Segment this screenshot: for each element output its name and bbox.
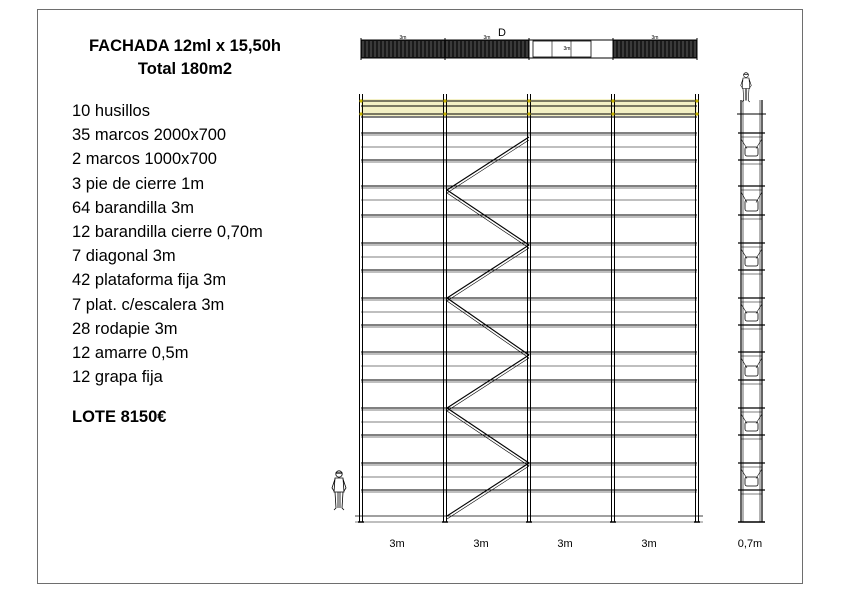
side-ladder-hatch — [745, 200, 758, 211]
dimension-labels — [389, 538, 762, 550]
list-item: 2 marcos 1000x700 — [72, 150, 217, 169]
page-subtitle: Total 180m2 — [137, 60, 233, 78]
bay-dimension-3: 3m — [557, 538, 573, 550]
diagonal-brace — [447, 140, 529, 193]
diagonal-brace — [447, 245, 529, 298]
worker-figure-icon — [741, 73, 752, 102]
side-brace — [741, 469, 747, 479]
worker-head — [336, 471, 342, 477]
post-cap — [443, 99, 446, 102]
worker-legs — [742, 89, 750, 103]
worker-torso — [742, 78, 750, 89]
list-item: 12 amarre 0,5m — [72, 344, 189, 363]
diagonal-brace — [447, 193, 529, 248]
worker-figure-icon — [332, 471, 346, 510]
post-cap — [611, 112, 614, 115]
list-item: 7 diagonal 3m — [72, 247, 176, 266]
list-item: 12 grapa fija — [72, 368, 163, 387]
post-cap — [527, 112, 530, 115]
lot-price: LOTE 8150€ — [72, 408, 167, 426]
post-cap — [359, 99, 362, 102]
side-brace — [741, 139, 747, 149]
side-brace — [741, 358, 747, 368]
diagonal-brace — [447, 355, 529, 408]
list-item: 28 rodapie 3m — [72, 319, 178, 338]
list-item: 3 pie de cierre 1m — [72, 174, 205, 193]
diagonal-brace — [447, 466, 529, 519]
worker-figures — [332, 73, 751, 510]
side-brace — [741, 414, 747, 424]
worker-head — [744, 73, 749, 78]
side-brace — [756, 249, 762, 259]
worker-torso — [334, 478, 344, 492]
side-brace — [756, 139, 762, 149]
side-width-dimension: 0,7m — [737, 538, 763, 550]
plan-bay-mark: 3m — [483, 35, 491, 41]
page-title: FACHADA 12ml x 15,50h — [89, 37, 281, 55]
post-cap — [695, 99, 698, 102]
side-brace — [756, 304, 762, 314]
diagonal-brace — [447, 137, 529, 190]
diagonal-brace — [447, 190, 529, 245]
post-cap — [695, 112, 698, 115]
side-brace — [756, 192, 762, 203]
bay-dimension-1: 3m — [389, 538, 405, 550]
post-cap — [443, 112, 446, 115]
bay-dimension-2: 3m — [473, 538, 489, 550]
list-item: 35 marcos 2000x700 — [72, 126, 227, 145]
plan-bay-mark: 3m — [563, 46, 571, 52]
side-brace — [741, 249, 747, 259]
list-item: 10 husillos — [72, 102, 150, 120]
bay-dimension-4: 3m — [641, 538, 657, 550]
scaffold-front-elevation — [355, 94, 703, 522]
list-item: 64 barandilla 3m — [72, 198, 194, 217]
diagonal-brace — [447, 248, 529, 301]
side-brace — [756, 358, 762, 368]
plan-bay-mark: 3m — [651, 35, 659, 41]
scaffold-plan-view — [361, 38, 697, 60]
diagonal-brace — [447, 298, 529, 355]
list-item: 7 plat. c/escalera 3m — [72, 295, 225, 314]
side-brace — [756, 414, 762, 424]
list-item: 42 plataforma fija 3m — [72, 271, 227, 290]
scaffold-side-elevation — [737, 100, 766, 522]
side-brace — [741, 304, 747, 314]
diagonal-brace — [447, 301, 529, 358]
plan-stair-opening — [533, 41, 591, 57]
plan-bay-mark: 3m — [399, 35, 407, 41]
side-brace — [741, 192, 747, 203]
post-cap — [359, 112, 362, 115]
post-cap — [611, 99, 614, 102]
list-item: 12 barandilla cierre 0,70m — [72, 223, 263, 242]
worker-legs — [334, 492, 344, 510]
side-brace — [756, 469, 762, 479]
diagonal-brace — [447, 411, 529, 466]
plan-corner-label: D — [498, 27, 506, 39]
post-cap — [527, 99, 530, 102]
